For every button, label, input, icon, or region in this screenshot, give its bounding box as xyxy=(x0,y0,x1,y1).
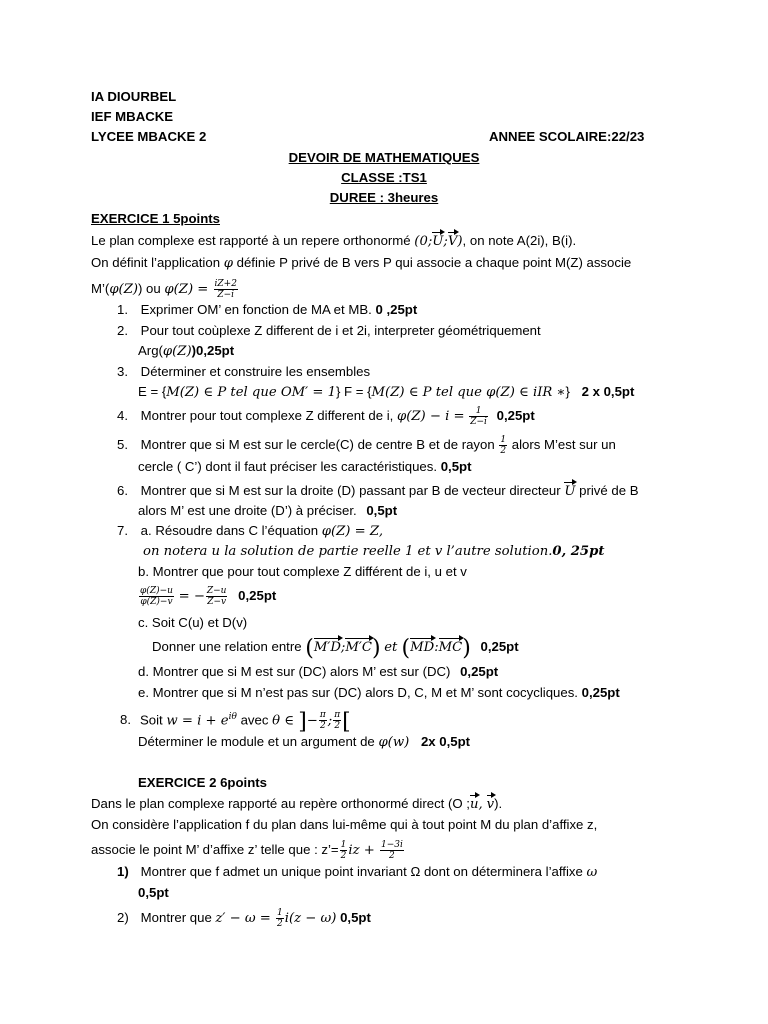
ex1-question-7b-formula: $\frac{\varphi(Z)-u}{\varphi(Z)-v}$ = − $\frac{Z-u}{Z-v}$ 0,25pt xyxy=(140,586,277,607)
header-lycee: LYCEE MBACKE 2 xyxy=(91,129,207,144)
header-ief: IEF MBACKE xyxy=(91,109,174,124)
ex1-intro-line3: M’(φ(Z)) ou φ(Z) = $\frac{iZ+2}{Z-i}$ xyxy=(91,279,237,300)
ex1-question-2: 2. Pour tout coùplexe Z different de i et 2i, interpreter géométriquement xyxy=(117,323,541,338)
exam-classe: CLASSE :TS1 xyxy=(341,170,427,185)
ex1-question-8: 8. Soit $w = i + e^{i\theta}$ avec θ ∈ ]− $\frac{\pi}{2}$ ; $\frac{\pi}{2}$ [ xyxy=(120,709,351,735)
ex1-question-4: 4. Montrer pour tout complexe Z different de i, φ(Z) − i = $\frac{1}{Z-i}$ 0,25pt xyxy=(117,406,535,427)
ex1-question-2b: Arg(φ(Z))0,25pt xyxy=(138,343,235,359)
ex2-question-1: 1) Montrer que f admet un unique point invariant Ω dont on déterminera l’affixe ω xyxy=(117,864,598,880)
ex1-question-5b: cercle ( C’) dont il faut préciser les caractéristiques. 0,5pt xyxy=(138,459,472,474)
ex1-question-7a2: on notera u la solution de partie reelle 1 et v l’autre solution.0, 25pt xyxy=(143,544,605,559)
ex1-question-7c2: Donner une relation entre (M′D;M′C) et (MD:MC) 0,25pt xyxy=(152,636,519,661)
ex1-question-5: 5. Montrer que si M est sur le cercle(C) de centre B et de rayon $\frac{1}{2}$ alors M’est sur un xyxy=(117,435,616,456)
ex1-question-7b: b. Montrer que pour tout complexe Z différent de i, u et v xyxy=(138,564,467,579)
exercise1-title: EXERCICE 1 5points xyxy=(91,211,220,226)
ex1-question-7a: 7. a. Résoudre dans C l’équation φ(Z) = Z, xyxy=(117,523,384,539)
ex1-question-7d: d. Montrer que si M est sur (DC) alors M’ est sur (DC) 0,25pt xyxy=(138,664,499,679)
ex1-intro-line2: On définit l’application φ définie P privé de B vers P qui associe a chaque point M(Z) associe xyxy=(91,255,632,271)
ex1-intro-line1: Le plan complexe est rapporté à un repere orthonormé (0;U;V), on note A(2i), B(i). xyxy=(91,233,577,249)
header-annee: ANNEE SCOLAIRE:22/23 xyxy=(489,129,645,144)
ex2-question-2: 2) Montrer que z′ − ω = $\frac{1}{2}$ i(z − ω) 0,5pt xyxy=(117,908,371,929)
ex1-question-3-sets: E = {M(Z) ∈ P tel que OM′ = 1} F = {M(Z) ∈ P tel que φ(Z) ∈ iIR ∗} 2 x 0,5pt xyxy=(138,384,635,400)
ex2-intro-line2: On considère l’application f du plan dans lui-même qui à tout point M du plan d’affixe z, xyxy=(91,817,598,832)
exam-title: DEVOIR DE MATHEMATIQUES xyxy=(288,150,480,165)
ex1-question-7e: e. Montrer que si M n’est pas sur (DC) alors D, C, M et M’ sont cocycliques. 0,25pt xyxy=(138,685,620,700)
ex1-question-7c: c. Soit C(u) et D(v) xyxy=(138,615,248,630)
ex1-question-3: 3. Déterminer et construire les ensembles xyxy=(117,364,371,379)
ex2-question-1-points: 0,5pt xyxy=(138,885,169,900)
ex1-question-1: 1. Exprimer OM’ en fonction de MA et MB. 0 ,25pt xyxy=(117,302,418,317)
exam-duree: DUREE : 3heures xyxy=(329,190,439,205)
ex2-intro-line1: Dans le plan complexe rapporté au repère orthonormé direct (O ;u, v). xyxy=(91,796,503,812)
ex2-intro-line3: associe le point M’ d’affixe z’ telle que : z’= $\frac{1}{2}$ iz + $\frac{1-3i}{2}$ xyxy=(91,840,403,861)
ex1-question-6b: alors M’ est une droite (D’) à préciser. 0,5pt xyxy=(138,503,398,518)
header-ia: IA DIOURBEL xyxy=(91,89,177,104)
ex1-question-8b: Déterminer le module et un argument de φ(w) 2x 0,5pt xyxy=(138,734,471,750)
exercise2-title: EXERCICE 2 6points xyxy=(138,775,267,790)
ex1-question-6: 6. Montrer que si M est sur la droite (D) passant par B de vecteur directeur U privé de B xyxy=(117,483,639,499)
